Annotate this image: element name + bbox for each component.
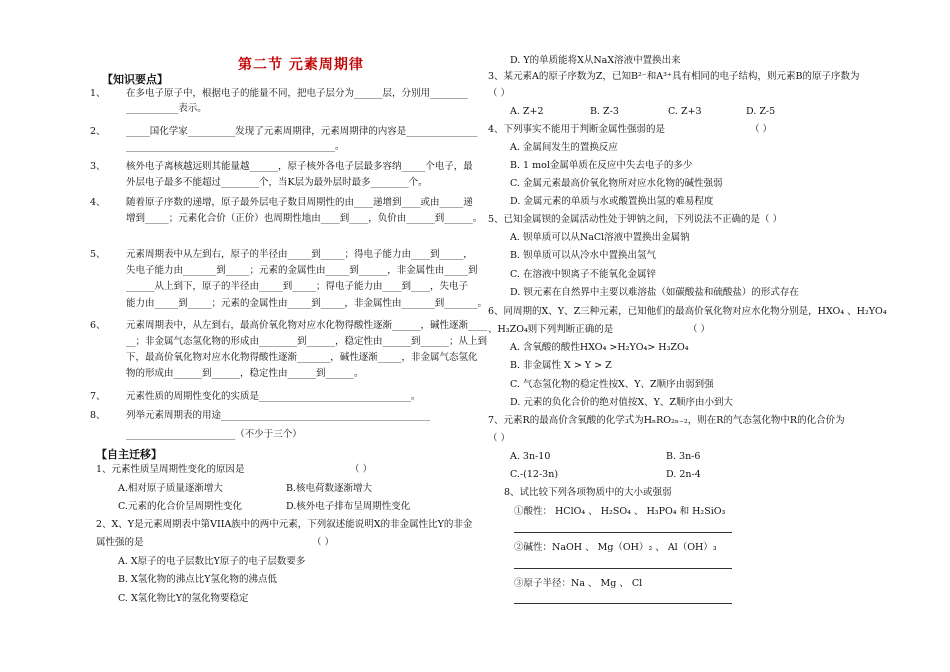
q6-option-d: D. 元素的负化合价的绝对值按X、Y、Z顺序由小到大 xyxy=(510,397,733,408)
knowledge-5-line-1: 元素周期表中从左到右，原子的半径由_____到_____；得电子能力由____到_____， xyxy=(126,249,473,260)
knowledge-7-line-1: 元素性质的周期性变化的实质是________________________________。 xyxy=(126,391,421,402)
q1-stem: 1、元素性质呈周期性变化的原因是 xyxy=(96,464,245,475)
q2-paren: （ ） xyxy=(312,537,335,548)
knowledge-1-line-1: 在多电子原子中，根据电子的能量不同，把电子层分为______层，分别用________ xyxy=(126,88,469,99)
knowledge-8-line-1: 列举元素周期表的用途____________________________________________ xyxy=(126,410,431,421)
knowledge-6-line-2: __；非金属气态氢化物的形成由________到______，稳定性由______到______；从上到 xyxy=(126,336,488,347)
knowledge-2-line-1: _____国化学家__________发现了元素周期律，元素周期律的内容是_______________ xyxy=(126,126,478,137)
q3-option-c: C. Z+3 xyxy=(668,106,702,117)
knowledge-4-line-1: 随着原子序数的递增，原子最外层电子数目周期性的由____递增到____或由_____递 xyxy=(126,197,473,208)
q1-option-b: B.核电荷数逐渐增大 xyxy=(286,483,373,494)
knowledge-6-line-4: 物的形成由______到______，稳定性由______到______。 xyxy=(126,368,364,379)
q6-option-c: C. 气态氢化物的稳定性按X、Y、Z顺序由弱到强 xyxy=(510,379,714,390)
q8-item-3: ③原子半径：Na 、 Mg 、 Cl xyxy=(514,578,643,589)
knowledge-6-num: 6、 xyxy=(90,320,106,331)
q2-stem: 2、X、Y是元素周期表中第VIIA族中的两中元素，下列叙述能说明X的非金属性比Y的非金 xyxy=(96,519,473,530)
q4-option-a: A. 金属间发生的置换反应 xyxy=(510,142,618,153)
q3-stem: 3、某元素A的原子序数为Z，已知B²⁻和A³⁺具有相同的电子结构，则元素B的原子序数为 xyxy=(488,71,860,82)
q2-option-c: C. X氢化物比Y的氢化物要稳定 xyxy=(118,593,249,604)
knowledge-6-line-1: 元素周期表中，从左到右，最高价氧化物对应水化物得酸性逐渐______，碱性逐渐____ xyxy=(126,320,488,331)
q6-stem: 6、同周期的X、Y、Z三种元素，已知他们的最高价氧化物对应水化物分别是，HXO₄ 、H₂YO₄ xyxy=(488,306,887,317)
section-title: 第二节 元素周期律 xyxy=(238,57,364,73)
q2-stem-2: 属性强的是 xyxy=(96,537,144,548)
q2-option-d: D. Y的单质能将X从NaX溶液中置换出来 xyxy=(510,55,681,66)
knowledge-3-line-1: 核外电子离核越远则其能量越______，原子核外各电子层最多容纳_____个电子，最 xyxy=(126,161,473,172)
q6-option-b: B. 非金属性 X > Y > Z xyxy=(510,360,612,371)
knowledge-header: 【知识要点】 xyxy=(102,73,168,86)
q8-answer-line-2 xyxy=(514,568,732,569)
q7-option-a: A. 3n-10 xyxy=(510,451,551,462)
q5-option-a: A. 钡单质可以从NaCl溶液中置换出金属钠 xyxy=(510,232,690,243)
q7-option-b: B. 3n-6 xyxy=(666,451,701,462)
knowledge-4-num: 4、 xyxy=(90,197,106,208)
q8-stem: 8、试比较下列各项物质中的大小或强弱 xyxy=(504,487,672,498)
q5-stem: 5、已知金属钡的金属活动性处于钾钠之间，下列说法不正确的是（ ） xyxy=(488,214,783,225)
q7-option-d: D. 2n-4 xyxy=(666,469,701,480)
knowledge-5-line-3: ______从上到下，原子的半径由_____到_____；得电子能力由____到____，失电子 xyxy=(126,281,469,292)
q4-option-d: D. 金属元素的单质与水或酸置换出氢的难易程度 xyxy=(510,196,714,207)
knowledge-1-line-2: ___________表示。 xyxy=(126,103,207,114)
q3-option-a: A. Z+2 xyxy=(510,106,544,117)
knowledge-8-num: 8、 xyxy=(90,410,106,421)
knowledge-2-num: 2、 xyxy=(90,126,106,137)
knowledge-3-line-2: 外层电子最多不能超过________个，当K层为最外层时最多________个。 xyxy=(126,177,428,188)
knowledge-5-num: 5、 xyxy=(90,249,106,260)
knowledge-2-line-2: ____________________________________________。 xyxy=(126,141,345,152)
q4-paren: （ ） xyxy=(750,124,773,135)
q1-option-d: D.核外电子排布呈周期性变化 xyxy=(286,501,411,512)
q3-paren: （ ） xyxy=(488,88,511,99)
q6-stem-2: 、H₃ZO₄则下列判断正确的是 xyxy=(488,324,614,335)
knowledge-4-line-2: 增到_____；元素化合价（正价）也周期性地由____到____，负价由______到______。 xyxy=(126,213,483,224)
q3-option-d: D. Z-5 xyxy=(746,106,776,117)
q8-answer-line-3 xyxy=(514,603,732,604)
knowledge-6-line-3: 下，最高价氧化物对应水化物得酸性逐渐_______，碱性逐渐_____，非金属气态氢化 xyxy=(126,352,478,363)
transfer-header: 【自主迁移】 xyxy=(96,448,162,461)
q1-option-c: C.元素的化合价呈周期性变化 xyxy=(118,501,242,512)
q1-paren: （ ） xyxy=(350,464,373,475)
q4-option-b: B. 1 mol金属单质在反应中失去电子的多少 xyxy=(510,160,693,171)
q8-item-2: ②碱性：NaOH 、 Mg（OH）₂ 、 Al（OH）₃ xyxy=(514,542,717,553)
knowledge-8-line-2: _______________________（不少于三个） xyxy=(126,429,302,440)
knowledge-3-num: 3、 xyxy=(90,161,106,172)
q7-paren: （ ） xyxy=(488,433,511,444)
q5-option-c: C. 在溶液中钡离子不能氧化金属锌 xyxy=(510,269,656,280)
q4-stem: 4、下列事实不能用于判断金属性强弱的是 xyxy=(488,124,666,135)
q5-option-d: D. 钡元素在自然界中主要以难溶盐（如碳酸盐和硫酸盐）的形式存在 xyxy=(510,287,799,298)
q6-paren: （ ） xyxy=(688,324,711,335)
q8-answer-line-1 xyxy=(514,532,732,533)
q6-option-a: A. 含氧酸的酸性HXO₄ >H₂YO₄> H₃ZO₄ xyxy=(510,342,689,353)
knowledge-5-line-2: 失电子能力由_______到_____；元素的金属性由_____到______，非金属性由_____到 xyxy=(126,265,478,276)
q5-option-b: B. 钡单质可以从冷水中置换出氢气 xyxy=(510,250,657,261)
q8-item-1: ①酸性： HClO₄ 、 H₂SO₄ 、 H₃PO₄ 和 H₂SiO₃ xyxy=(514,506,726,517)
q3-option-b: B. Z-3 xyxy=(590,106,619,117)
knowledge-5-line-4: 能力由_____到_____；元素的金属性由_____到_____，非金属性由_______到_______。 xyxy=(126,298,488,309)
knowledge-1-num: 1、 xyxy=(90,88,106,99)
q7-stem: 7、元素R的最高价含氧酸的化学式为HₙRO₂ₙ₋₂，则在R的气态氢化物中R的化合价为 xyxy=(488,415,845,426)
q7-option-c: C.-(12-3n) xyxy=(510,469,559,480)
knowledge-7-num: 7、 xyxy=(90,391,106,402)
q2-option-b: B. X氢化物的沸点比Y氢化物的沸点低 xyxy=(118,574,278,585)
q4-option-c: C. 金属元素最高价氧化物所对应水化物的碱性强弱 xyxy=(510,178,723,189)
q1-option-a: A.相对原子质量逐渐增大 xyxy=(118,483,223,494)
q2-option-a: A. X原子的电子层数比Y原子的电子层数要多 xyxy=(118,556,306,567)
